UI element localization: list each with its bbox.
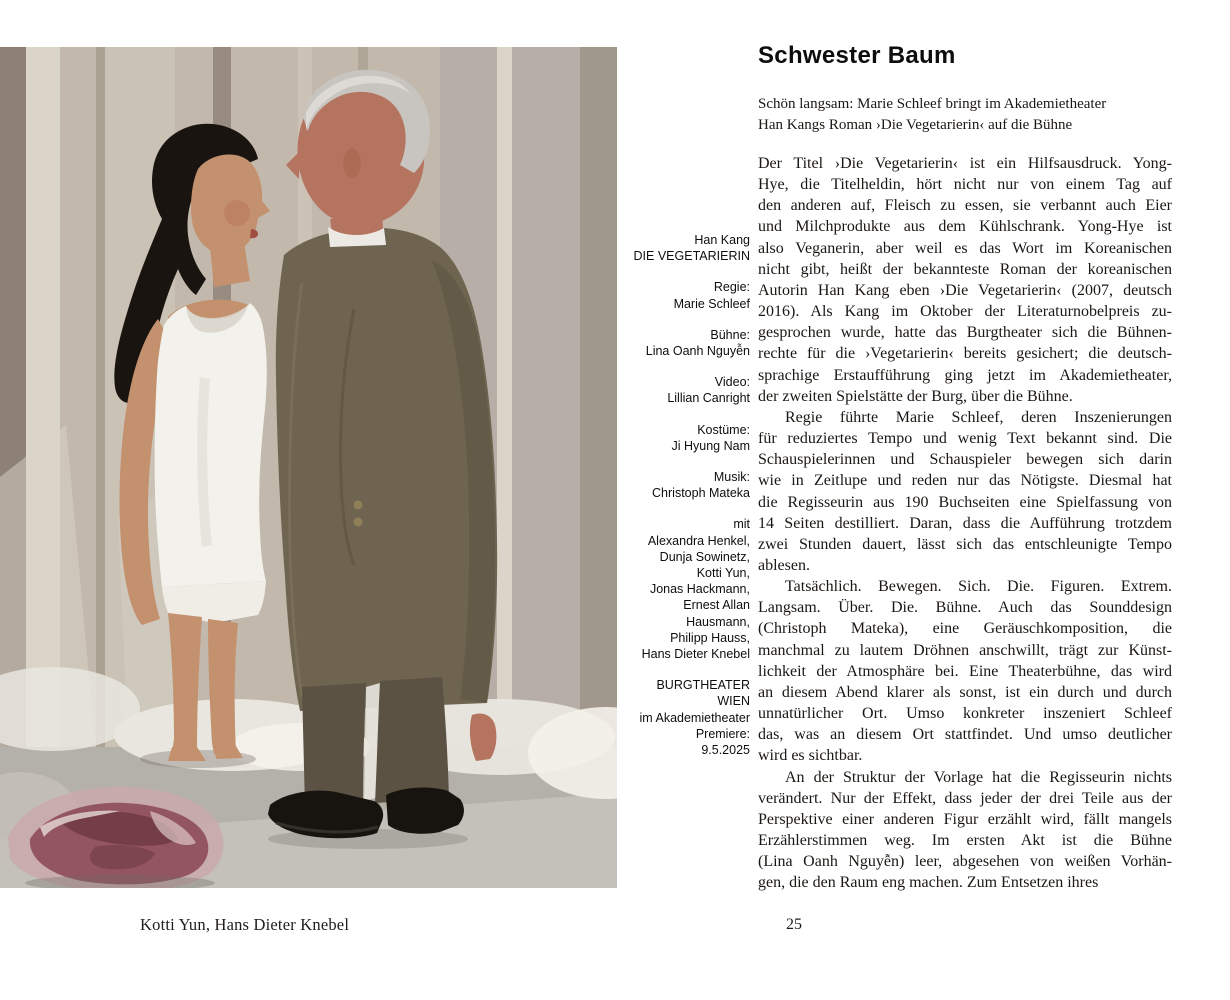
- credits-column: [634, 232, 750, 758]
- credit-group: [634, 516, 750, 662]
- article-text-line: gen, die den Raum eng machen. Zum Entsetzen ihres: [758, 874, 1099, 892]
- article-text-line: lichkeit der Atmosphäre bei. Eine Theaterbühne, das wird: [758, 662, 1172, 680]
- credit-group: [634, 279, 750, 311]
- credit-line: Hausmann,: [686, 614, 750, 629]
- credit-group: [634, 469, 750, 501]
- page-number: 25: [786, 916, 802, 933]
- credit-line: im Akademietheater: [639, 710, 750, 725]
- credit-line: Ernest Allan: [683, 598, 750, 613]
- credit-line: Lillian Canright: [667, 391, 750, 406]
- article-text-line: Perspektive einer anderen Figur erzählt wird, fällt mangels: [758, 810, 1172, 828]
- credit-group: [634, 422, 750, 454]
- article-text-line: das, was an diesem Ort stattfindet. Und umso deutlicher: [758, 726, 1172, 744]
- article-text-line: manchmal zu lautem Dröhnen anschwillt, trägt zur Künst-: [758, 641, 1172, 659]
- article-text-line: wird es sichtbar.: [758, 747, 863, 765]
- article-text-line: und Milchprodukte aus dem Kühlschrank. Yong-Hye ist: [758, 218, 1172, 236]
- article-text-line: gesprochen wurde, hatte das Burgtheater sich die Bühnen-: [758, 324, 1172, 342]
- subtitle-line: Schön langsam: Marie Schleef bringt im Akademietheater: [758, 96, 1107, 112]
- article-text-line: der zweiten Spielstätte der Burg, über die Bühne.: [758, 387, 1073, 405]
- credit-line: Lina Oanh Nguyễn: [645, 344, 750, 359]
- credit-line: 9.5.2025: [701, 743, 750, 758]
- article-text-line: also Veganerin, aber weil es das Wort im Koreanischen: [758, 239, 1172, 257]
- credit-line: Bühne:: [710, 327, 750, 342]
- article-title: Schwester Baum: [758, 42, 956, 69]
- article-text-line: nicht gibt, heißt der bekannteste Roman der koreanischen: [758, 260, 1172, 278]
- subtitle-line: Han Kangs Roman ›Die Vegetarierin‹ auf die Bühne: [758, 117, 1073, 133]
- production-photo-illustration: [0, 47, 617, 888]
- credit-group: [634, 677, 750, 758]
- article-text-line: sprachige Erstaufführung ging jetzt im Akademietheater,: [758, 366, 1172, 384]
- article-text-line: Regie führte Marie Schleef, deren Inszenierungen: [785, 408, 1172, 426]
- credit-line: Ji Hyung Nam: [671, 438, 750, 453]
- credit-line: Kostüme:: [697, 422, 750, 437]
- article-text-line: unnatürlicher Ort. Umso konkreter inszeniert Schleef: [758, 705, 1172, 723]
- credit-line: Marie Schleef: [673, 296, 750, 311]
- credit-line: Philipp Hauss,: [670, 630, 750, 645]
- article-text-line: an diesem Abend klarer als sonst, ist ein durch und durch: [758, 683, 1172, 701]
- article-text-line: Langsam. Über. Die. Bühne. Auch das Sounddesign: [758, 599, 1172, 617]
- article-text-line: Schauspielerinnen und Schauspieler bewegen sich darin: [758, 451, 1172, 469]
- credit-line: Video:: [714, 375, 750, 390]
- article-text-line: den anderen auf, Fleisch zu essen, sie verbannt auch Eier: [758, 197, 1172, 215]
- credit-line: WIEN: [717, 694, 750, 709]
- credit-line: BURGTHEATER: [656, 678, 750, 693]
- article-text-line: Der Titel ›Die Vegetarierin‹ ist ein Hilfsausdruck. Yong-: [758, 155, 1172, 172]
- credit-line: Musik:: [713, 470, 750, 485]
- credit-line: Kotti Yun,: [696, 566, 750, 581]
- article-text-line: An der Struktur der Vorlage hat die Regisseurin nichts: [785, 768, 1172, 786]
- actor-hand: [470, 713, 496, 761]
- credit-group: [634, 232, 750, 264]
- article-text-line: verändert. Nur der Effekt, dass jeder der drei Teile aus der: [758, 789, 1172, 807]
- article-text-line: wie in Zeitlupe und reden nur das Nötigste. Diesmal hat: [758, 472, 1172, 490]
- production-photo: [0, 47, 617, 888]
- article-text-line: rechte für die ›Vegetarierin‹ bereits gesichert; die deutsch-: [758, 345, 1172, 363]
- credit-line: Dunja Sowinetz,: [659, 549, 750, 564]
- credit-line: Premiere:: [695, 726, 750, 741]
- article-text-line: Hye, die Titelheldin, hört nicht nur von einem Tag auf: [758, 176, 1172, 194]
- credit-line: DIE VEGETARIERIN: [633, 249, 750, 264]
- article-text-line: Autorin Han Kang eben ›Die Vegetarierin‹ (2007, deutsch: [758, 281, 1172, 299]
- credit-line: Han Kang: [694, 233, 750, 247]
- article-text-line: 14 Seiten destilliert. Daran, dass die Aufführung trotzdem: [758, 514, 1172, 532]
- article-text-line: (Lina Oanh Nguyễn) leer, abgesehen von weißen Vorhän-: [758, 853, 1172, 871]
- article-text-line: zwei Stunden dauert, lässt sich das entschleunigte Tempo: [758, 535, 1172, 553]
- article-text-line: Tatsächlich. Bewegen. Sich. Die. Figuren. Extrem.: [785, 578, 1172, 596]
- article-body: [758, 153, 1172, 893]
- credit-line: Christoph Mateka: [652, 486, 750, 501]
- credit-group: [634, 374, 750, 406]
- photo-caption: Kotti Yun, Hans Dieter Knebel: [140, 915, 350, 934]
- article-text-line: 2016). Als Kang im Oktober der Literaturnobelpreis zu-: [758, 303, 1172, 321]
- credit-line: Regie:: [713, 280, 750, 295]
- article-subtitle: [758, 94, 1172, 136]
- article-text-line: die Regisseurin aus 190 Buchseiten eine Spielfassung von: [758, 493, 1172, 511]
- actor-trousers: [302, 683, 366, 808]
- credit-line: Jonas Hackmann,: [649, 582, 750, 597]
- article-column: [758, 43, 1172, 893]
- credit-line: Hans Dieter Knebel: [641, 647, 750, 662]
- article-text-line: (Christoph Mateka), eine Geräuschkomposition, die: [758, 620, 1172, 638]
- article-text-line: für reduziertes Tempo und wenig Text bekannt sind. Die: [758, 430, 1172, 448]
- credit-line: Alexandra Henkel,: [647, 533, 750, 548]
- article-text-line: ablesen.: [758, 556, 810, 574]
- credit-group: [634, 327, 750, 359]
- credit-line: mit: [733, 517, 750, 532]
- article-text-line: Erzählerstimmen weg. Im ersten Akt ist die Bühne: [758, 832, 1172, 849]
